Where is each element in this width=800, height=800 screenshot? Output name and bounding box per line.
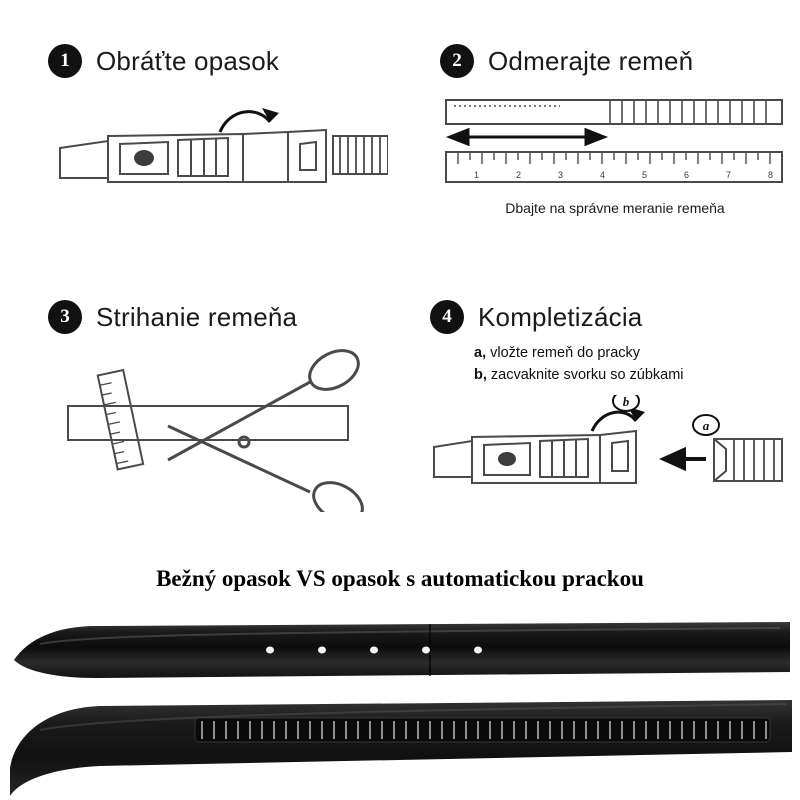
svg-text:1: 1	[474, 170, 480, 180]
step-3-header	[48, 300, 408, 334]
step-2-title: Odmerajte remeň	[488, 45, 694, 76]
comparison-title: Bežný opasok VS opasok s automatickou prackou	[156, 566, 644, 591]
svg-text:3: 3	[558, 170, 564, 180]
substep-b-marker: b,	[474, 367, 487, 384]
step-2-header	[440, 44, 790, 78]
substep-a-marker: a,	[474, 345, 487, 361]
substep-b	[474, 364, 790, 386]
svg-text:b: b	[622, 394, 630, 409]
svg-text:8: 8	[768, 170, 774, 180]
step-4-substeps	[474, 342, 790, 387]
substep-b-text: zacvaknite svorku so zúbkami	[490, 367, 684, 384]
ruler-measure-icon	[440, 86, 790, 196]
substep-a	[474, 342, 790, 364]
svg-text:4: 4	[600, 170, 606, 180]
step-4-header	[430, 300, 790, 334]
step-3-badge: 3	[48, 300, 82, 334]
belt-comparison	[0, 600, 800, 800]
scissors-cut-icon	[48, 342, 408, 512]
classic-belt	[14, 622, 790, 678]
step-1-title: Obráťte opasok	[96, 45, 280, 76]
step-2-caption: Dbajte na správne meranie remeňa	[505, 200, 725, 216]
svg-text:6: 6	[684, 170, 690, 180]
step-1	[48, 44, 408, 264]
automatic-belt	[10, 700, 792, 796]
svg-text:a: a	[702, 417, 710, 433]
step-2	[440, 44, 790, 264]
substep-a-text: vložte remeň do pracky	[490, 345, 641, 361]
step-3-title: Strihanie remeňa	[96, 301, 298, 332]
step-1-header	[48, 44, 408, 78]
step-4-badge: 4	[430, 300, 464, 334]
svg-text:7: 7	[726, 170, 732, 180]
step-2-badge: 2	[440, 44, 474, 78]
svg-text:5: 5	[642, 170, 648, 180]
step-3	[48, 300, 408, 530]
step-4	[430, 300, 790, 530]
buckle-assembly-icon	[430, 395, 790, 515]
svg-text:2: 2	[516, 170, 522, 180]
step-4-title: Kompletizácia	[478, 301, 643, 332]
belt-buckle-flip-icon	[48, 86, 408, 206]
step-1-badge: 1	[48, 44, 82, 78]
